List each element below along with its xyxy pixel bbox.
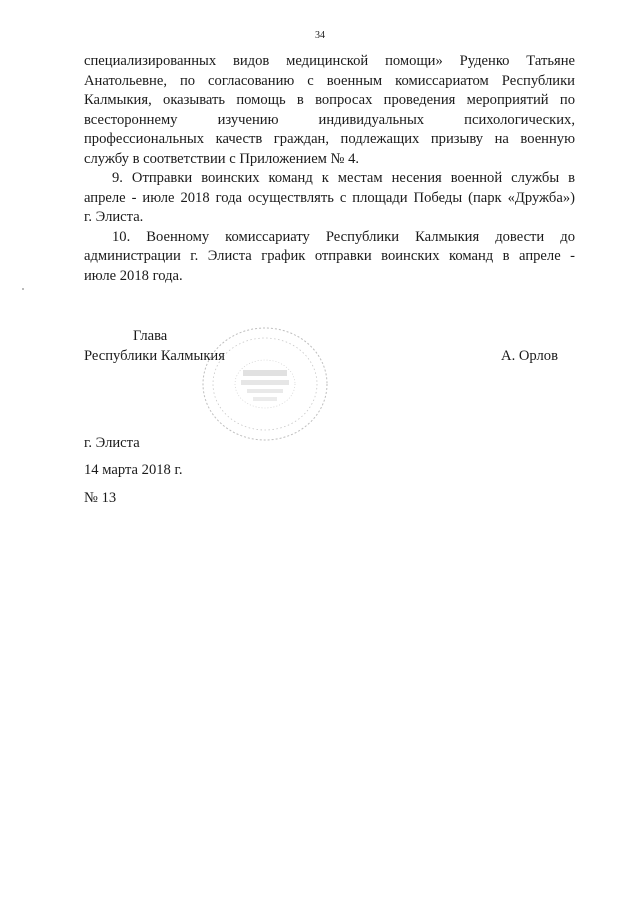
- scan-mark: [22, 288, 24, 290]
- text-line: июле 2018 года.: [84, 267, 183, 284]
- page-number: 34: [315, 30, 325, 41]
- text-line: г. Элиста.: [84, 209, 144, 225]
- text-line: апреле - июле 2018 года осуществлять с площади Победы (парк «Дружба»): [84, 189, 575, 206]
- text-line: 10. Военному комиссариату Республики Калмыкия довести до: [112, 228, 575, 245]
- text-line: специализированных видов медицинской помощи» Руденко Татьяне: [84, 53, 575, 69]
- document-place: г. Элиста: [84, 435, 140, 451]
- text-line: Анатольевне, по согласованию с военным комиссариатом Республики: [84, 72, 575, 89]
- signatory-organization: Республики Калмыкия: [84, 348, 225, 364]
- document-body: [84, 52, 575, 286]
- paragraph-item-9: [84, 169, 575, 228]
- text-line: администрации г. Элиста график отправки воинских команд в апреле -: [84, 248, 575, 264]
- text-line: профессиональных качеств граждан, подлежащих призыву на военную: [84, 131, 575, 147]
- text-line: всестороннему изучению индивидуальных психологических,: [84, 111, 575, 128]
- signatory-name: А. Орлов: [501, 348, 558, 364]
- document-number: № 13: [84, 490, 117, 506]
- document-date: 14 марта 2018 г.: [84, 462, 183, 478]
- official-seal: [195, 322, 335, 447]
- text-line: 9. Отправки воинских команд к местам несения военной службы в: [112, 170, 575, 186]
- paragraph-item-10: [84, 228, 575, 287]
- text-line: службу в соответствии с Приложением № 4.: [84, 150, 360, 167]
- text-line: Калмыкия, оказывать помощь в вопросах проведения мероприятий по: [84, 92, 575, 108]
- signatory-title: Глава: [133, 328, 168, 344]
- paragraph-continuation: [84, 52, 575, 169]
